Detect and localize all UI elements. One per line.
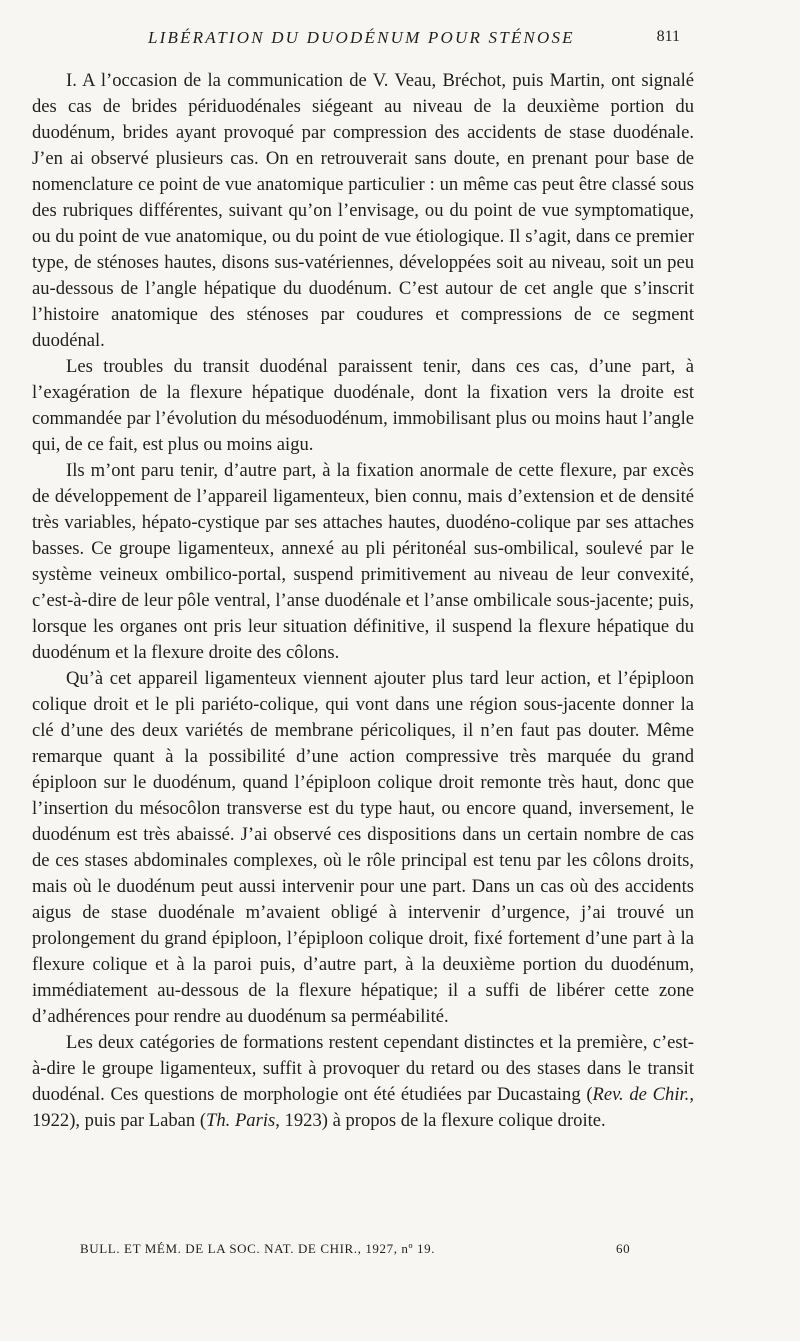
- body-text: [32, 68, 694, 1134]
- signature-mark: 60: [616, 1241, 631, 1256]
- paragraph-5-text-b: , 1922), puis par Laban (: [32, 1084, 694, 1131]
- journal-citation: BULL. ET MÉM. DE LA SOC. NAT. DE CHIR., 1927, nº 19.: [80, 1241, 436, 1256]
- paragraph-1: I. A l’occasion de la communication de V. Veau, Bréchot, puis Martin, ont signalé des cas de brides périduodénales siégeant au niveau de la deuxième portion du duodénum, brides ayant provoqué par compression des accidents de stase duodénale. J’en ai observé plusieurs cas. On en retrouverait sans doute, en prenant pour base de nomenclature ce point de vue anatomique particulier : un même cas peut être classé sous des rubriques différentes, suivant qu’on l’envisage, ou du point de vue symptomatique, ou du point de vue anatomique, ou du point de vue étiologique. Il s’agit, dans ce premier type, de sténoses hautes, disons sus-vatériennes, développées soit au niveau, soit un peu au-dessous de l’angle hépatique du duodénum. C’est autour de cet angle que s’inscrit l’histoire anatomique des sténoses par coudures et compressions de ce segment duodénal.: [32, 70, 694, 351]
- reference-rev-de-chir: Rev. de Chir.: [592, 1084, 690, 1105]
- paragraph-5: [32, 1030, 694, 1134]
- reference-th-paris: Th. Paris: [206, 1110, 276, 1131]
- paragraph-4: Qu’à cet appareil ligamenteux viennent ajouter plus tard leur action, et l’épiploon colique droit et le pli pariéto-colique, qui vont dans une région sous-jacente donner la clé d’une des deux variétés de membrane péricoliques, il n’en faut pas douter. Même remarque quant à la possibilité d’une action compressive très marquée du grand épiploon sur le duodénum, quand l’épiploon colique droit remonte très haut, donc que l’insertion du mésocôlon transverse est du type haut, ou encore quand, inversement, le duodénum est très abaissé. J’ai observé ces dispositions dans un certain nombre de cas de ces stases abdominales complexes, où le rôle principal est tenu par les côlons droits, mais où le duodénum peut aussi intervenir pour une part. Dans un cas où des accidents aigus de stase duodénale m’avaient obligé à intervenir d’urgence, j’ai trouvé un prolongement du grand épiploon, l’épiploon colique droit, fixé fortement d’une part à la flexure colique et à la paroi puis, d’autre part, à la deuxième portion du duodénum, immédiatement au-dessous de la flexure hépatique; il a suffi de libérer cette zone d’adhérences pour rendre au duodénum sa perméabilité.: [32, 668, 694, 1027]
- paragraph-5-text-c: , 1923) à propos de la flexure colique droite.: [275, 1110, 606, 1131]
- page-header: [30, 28, 680, 52]
- page-number: 811: [656, 28, 680, 45]
- running-title: LIBÉRATION DU DUODÉNUM POUR STÉNOSE: [148, 28, 575, 47]
- paragraph-3: Ils m’ont paru tenir, d’autre part, à la fixation anormale de cette flexure, par excès de développement de l’appareil ligamenteux, bien connu, mais d’extension et de densité très variables, hépato-cystique par ses attaches hautes, duodéno-colique par ses attaches basses. Ce groupe ligamenteux, annexé au pli péritonéal sus-ombilical, soulevé par le système veineux ombilico-portal, suspend primitivement au niveau de leur convexité, c’est-à-dire de leur pôle ventral, l’anse duodénale et l’anse ombilicale sous-jacente; puis, lorsque les organes ont pris leur situation définitive, il suspend la flexure hépatique du duodénum et la flexure droite des côlons.: [32, 460, 694, 663]
- paragraph-5-text-a: Les deux catégories de formations restent cependant distinctes et la première, c’est-à-dire le groupe ligamenteux, suffit à provoquer du retard ou des stases dans le transit duodénal. Ces questions de morphologie ont été étudiées par Ducastaing (: [32, 1032, 694, 1105]
- paragraph-2: Les troubles du transit duodénal paraissent tenir, dans ces cas, d’une part, à l’exagération de la flexure hépatique duodénale, dont la fixation vers la droite est commandée par l’évolution du mésoduodénum, immobilisant plus ou moins haut l’angle qui, de ce fait, est plus ou moins aigu.: [32, 356, 694, 455]
